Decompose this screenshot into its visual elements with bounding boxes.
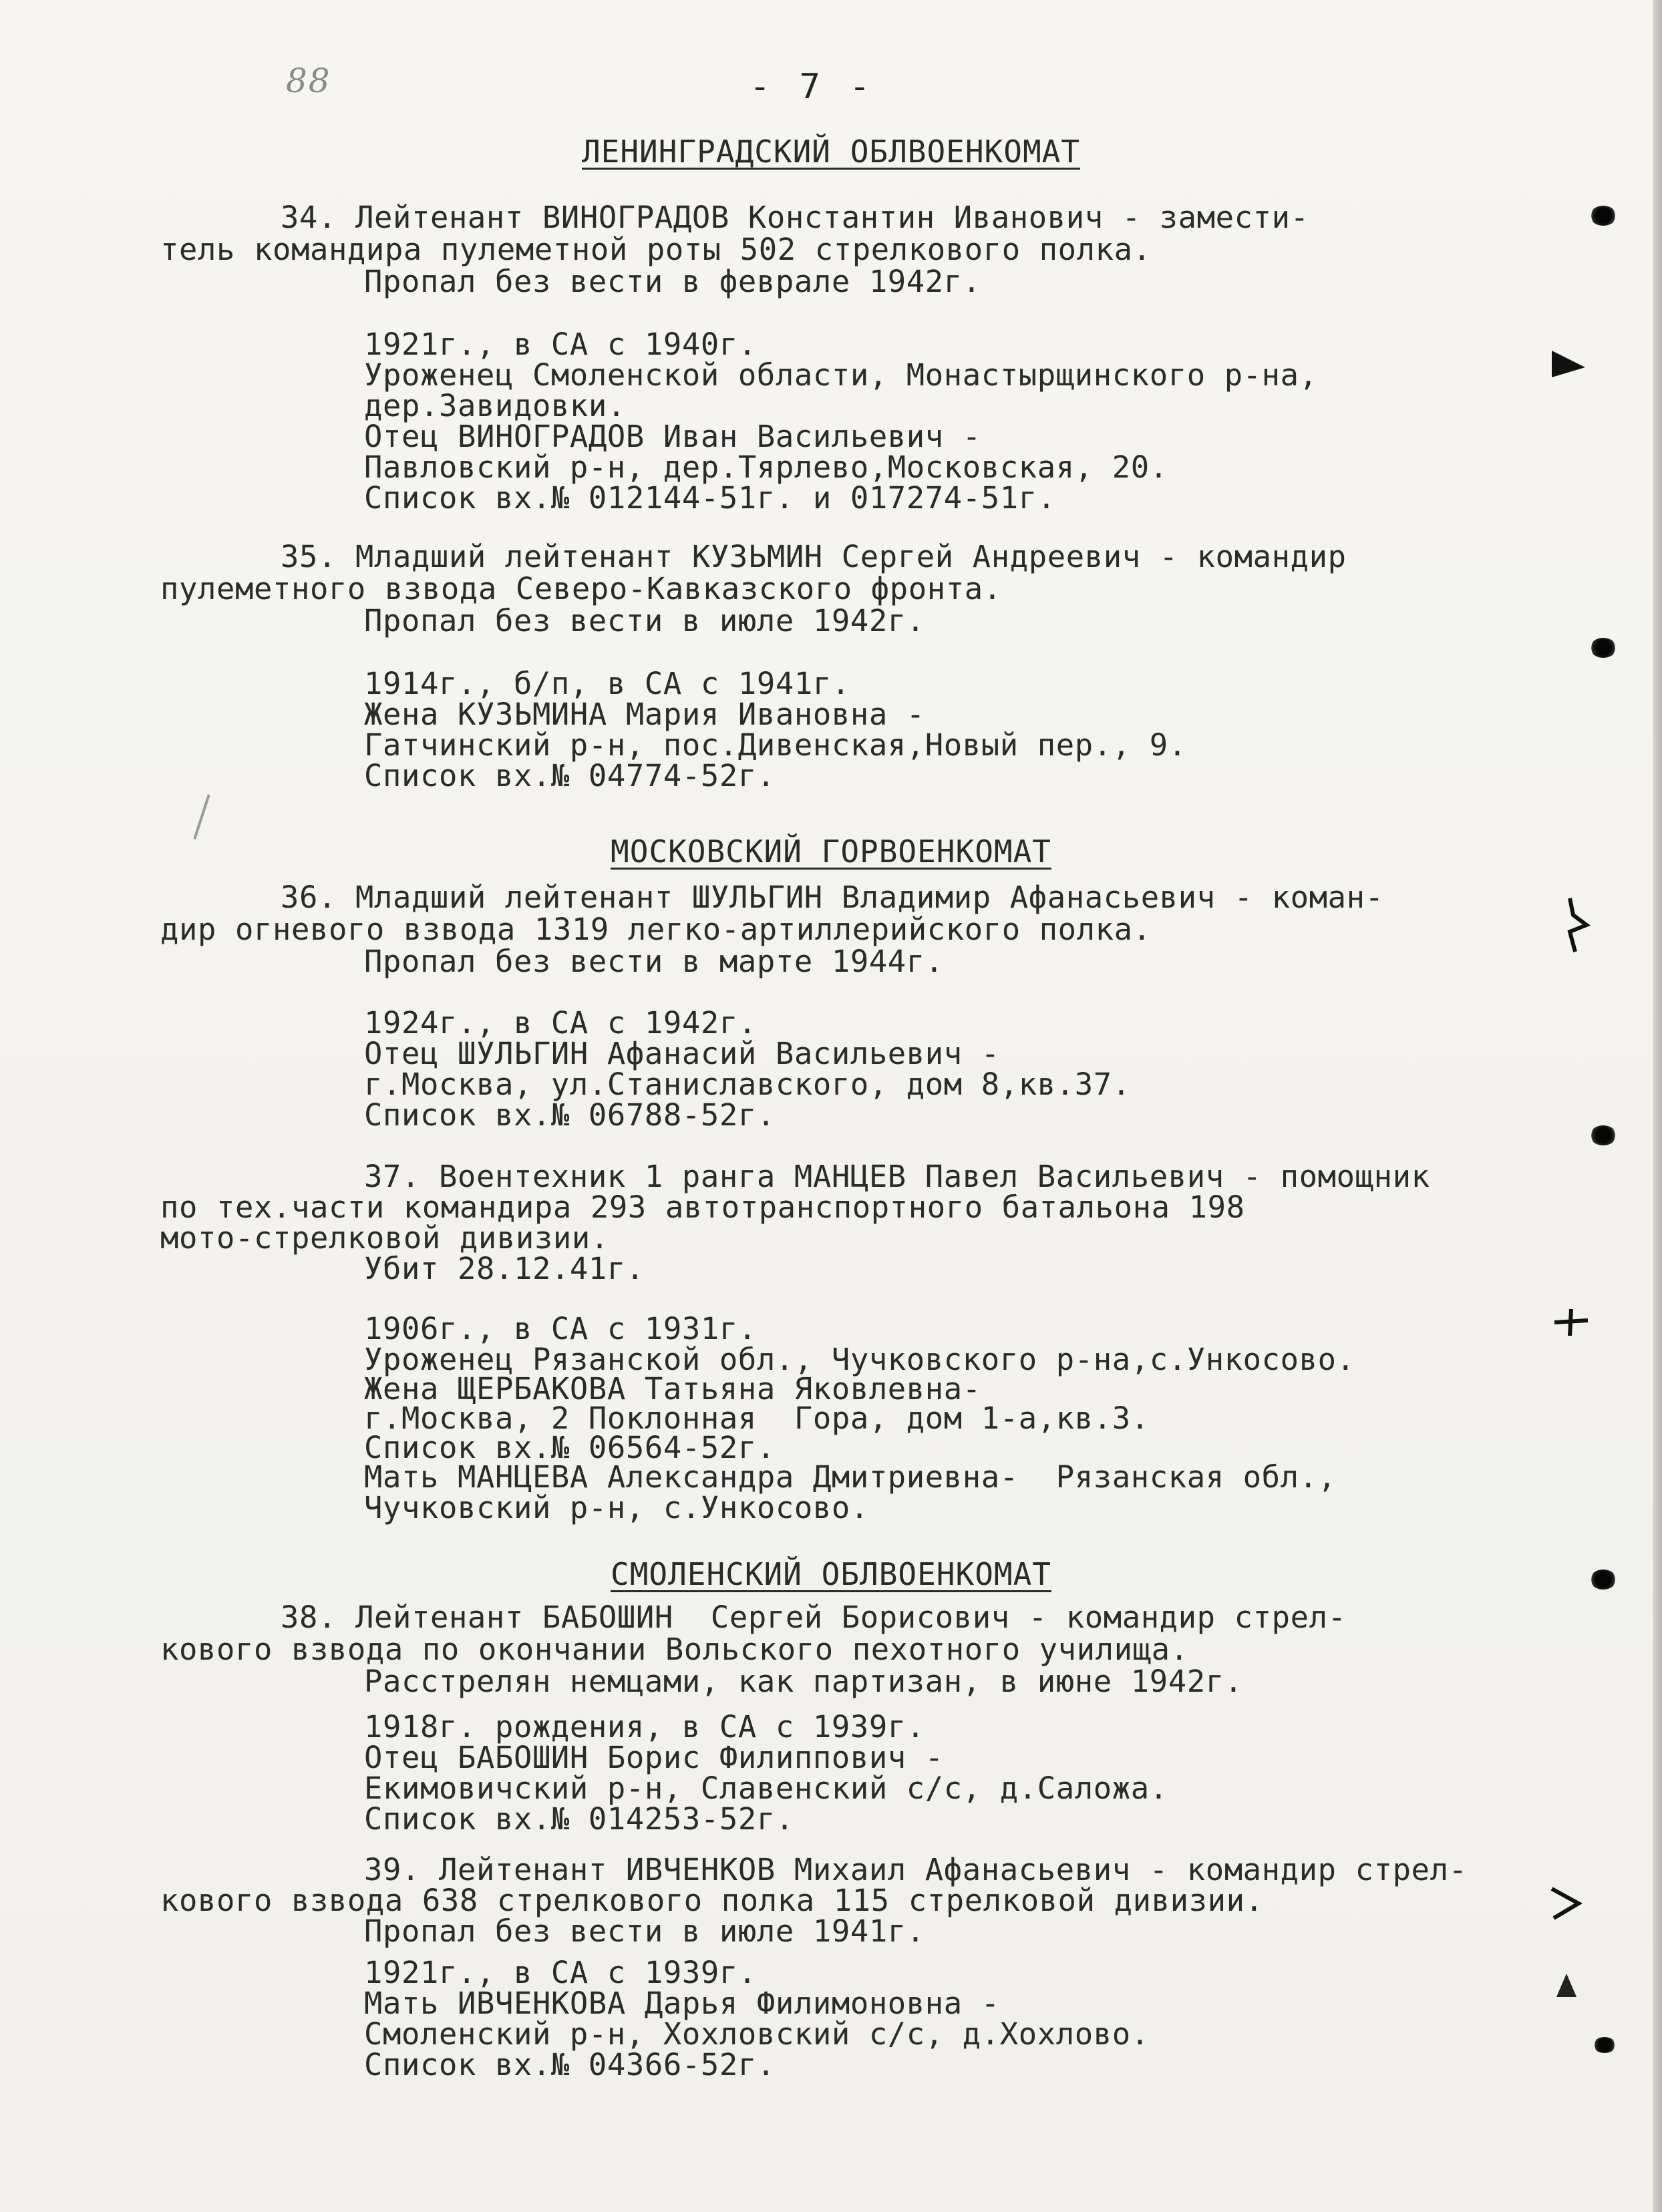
punch-hole xyxy=(1590,1570,1617,1590)
entry-38-line-6: Екимовичский р-н, Славенский с/с, д.Саложа. xyxy=(364,1771,1168,1806)
entry-36-line-7: Список вх.№ 06788-52г. xyxy=(364,1097,776,1133)
entry-38-line-4: 1918г. рождения, в СА с 1939г. xyxy=(364,1709,925,1744)
entry-37-line-9: Список вх.№ 06564-52г. xyxy=(364,1430,776,1465)
entry-36-line-4: 1924г., в СА с 1942г. xyxy=(364,1005,757,1041)
entry-38-line-7: Список вх.№ 014253-52г. xyxy=(364,1801,794,1837)
entry-36-line-1: 36. Младший лейтенант ШУЛЬГИН Владимир Афанасьевич - коман- xyxy=(281,880,1384,915)
entry-37-line-1: 37. Воентехник 1 ранга МАНЦЕВ Павел Васильевич - помощник xyxy=(364,1159,1430,1194)
entry-34-line-2: тель командира пулеметной роты 502 стрелкового полка. xyxy=(160,232,1152,267)
entry-37-line-4: Убит 28.12.41г. xyxy=(364,1251,645,1286)
paper-scratch xyxy=(193,794,210,840)
tear-mark-icon xyxy=(1548,1883,1589,1923)
entry-34-line-9: Список вх.№ 012144-51г. и 017274-51г. xyxy=(364,480,1056,516)
entry-34-line-8: Павловский р-н, дер.Тярлево,Московская, 20. xyxy=(364,449,1168,485)
entry-35-line-5: Жена КУЗЬМИНА Мария Ивановна - xyxy=(364,697,925,732)
entry-37-line-3: мото-стрелковой дивизии. xyxy=(160,1220,609,1256)
section-header-leningrad: ЛЕНИНГРАДСКИЙ ОБЛВОЕНКОМАТ xyxy=(581,134,1081,170)
entry-39-line-1: 39. Лейтенант ИВЧЕНКОВ Михаил Афанасьевич - командир стрел- xyxy=(364,1852,1468,1887)
page-number: - 7 - xyxy=(750,67,874,107)
entry-35-line-4: 1914г., б/п, в СА с 1941г. xyxy=(364,666,850,701)
punch-hole xyxy=(1590,638,1617,658)
tear-mark-icon xyxy=(1551,1306,1591,1339)
punch-hole xyxy=(1593,2037,1616,2053)
entry-35-line-7: Список вх.№ 04774-52г. xyxy=(364,758,776,793)
entry-39-line-2: кового взвода 638 стрелкового полка 115 стрелковой дивизии. xyxy=(160,1883,1264,1918)
entry-34-line-3: Пропал без вести в феврале 1942г. xyxy=(364,264,981,299)
entry-39-line-5: Мать ИВЧЕНКОВА Дарья Филимоновна - xyxy=(364,1986,1000,2021)
entry-36-line-6: г.Москва, ул.Станиславского, дом 8,кв.37. xyxy=(364,1067,1131,1102)
entry-34-line-4: 1921г., в СА с 1940г. xyxy=(364,327,757,362)
entry-36-line-2: дир огневого взвода 1319 легко-артиллерийского полка. xyxy=(160,912,1152,947)
section-header-smolensk: СМОЛЕНСКИЙ ОБЛВОЕНКОМАТ xyxy=(611,1556,1051,1592)
entry-37-line-8: г.Москва, 2 Поклонная Гора, дом 1-а,кв.3. xyxy=(364,1401,1150,1436)
page-edge xyxy=(1653,0,1662,2212)
tear-mark-icon xyxy=(1556,895,1597,955)
entry-34-line-7: Отец ВИНОГРАДОВ Иван Васильевич - xyxy=(364,419,981,454)
entry-38-line-3: Расстрелян немцами, как партизан, в июне 1942г. xyxy=(364,1664,1243,1699)
tear-mark-icon xyxy=(1550,1970,1583,2004)
entry-36-line-5: Отец ШУЛЬГИН Афанасий Васильевич - xyxy=(364,1036,1000,1071)
entry-34-line-5: Уроженец Смоленской области, Монастырщинского р-на, xyxy=(364,357,1318,393)
entry-35-line-1: 35. Младший лейтенант КУЗЬМИН Сергей Андреевич - командир xyxy=(281,539,1347,574)
entry-38-line-1: 38. Лейтенант БАБОШИН Сергей Борисович - командир стрел- xyxy=(281,1600,1347,1635)
tear-mark-icon xyxy=(1548,347,1589,381)
handwritten-page-mark: 88 xyxy=(286,61,331,100)
punch-hole xyxy=(1590,1125,1617,1145)
entry-34-line-1: 34. Лейтенант ВИНОГРАДОВ Константин Иванович - замести- xyxy=(281,200,1309,235)
entry-38-line-2: кового взвода по окончании Вольского пехотного училища. xyxy=(160,1632,1189,1667)
section-header-moscow: МОСКОВСКИЙ ГОРВОЕНКОМАТ xyxy=(611,834,1051,870)
entry-35-line-6: Гатчинский р-н, пос.Дивенская,Новый пер., 9. xyxy=(364,727,1187,763)
entry-39-line-7: Список вх.№ 04366-52г. xyxy=(364,2047,776,2082)
entry-38-line-5: Отец БАБОШИН Борис Филиппович - xyxy=(364,1740,944,1775)
entry-34-line-6: дер.Завидовки. xyxy=(364,388,626,423)
entry-35-line-3: Пропал без вести в июле 1942г. xyxy=(364,603,925,638)
entry-39-line-4: 1921г., в СА с 1939г. xyxy=(364,1955,757,1990)
entry-37-line-6: Уроженец Рязанской обл., Чучковского р-на,с.Ункосово. xyxy=(364,1342,1355,1377)
entry-37-line-2: по тех.части командира 293 автотранспортного батальона 198 xyxy=(160,1189,1245,1225)
entry-37-line-11: Чучковский р-н, с.Ункосово. xyxy=(364,1490,869,1525)
punch-hole xyxy=(1590,206,1617,226)
entry-39-line-6: Смоленский р-н, Хохловский с/с, д.Хохлово. xyxy=(364,2016,1150,2052)
entry-37-line-10: Мать МАНЦЕВА Александра Дмитриевна- Рязанская обл., xyxy=(364,1459,1337,1495)
entry-35-line-2: пулеметного взвода Северо-Кавказского фронта. xyxy=(160,571,1002,606)
entry-37-line-5: 1906г., в СА с 1931г. xyxy=(364,1311,757,1346)
entry-36-line-3: Пропал без вести в марте 1944г. xyxy=(364,944,944,979)
entry-39-line-3: Пропал без вести в июле 1941г. xyxy=(364,1913,925,1949)
entry-37-line-7: Жена ЩЕРБАКОВА Татьяна Яковлевна- xyxy=(364,1371,981,1407)
